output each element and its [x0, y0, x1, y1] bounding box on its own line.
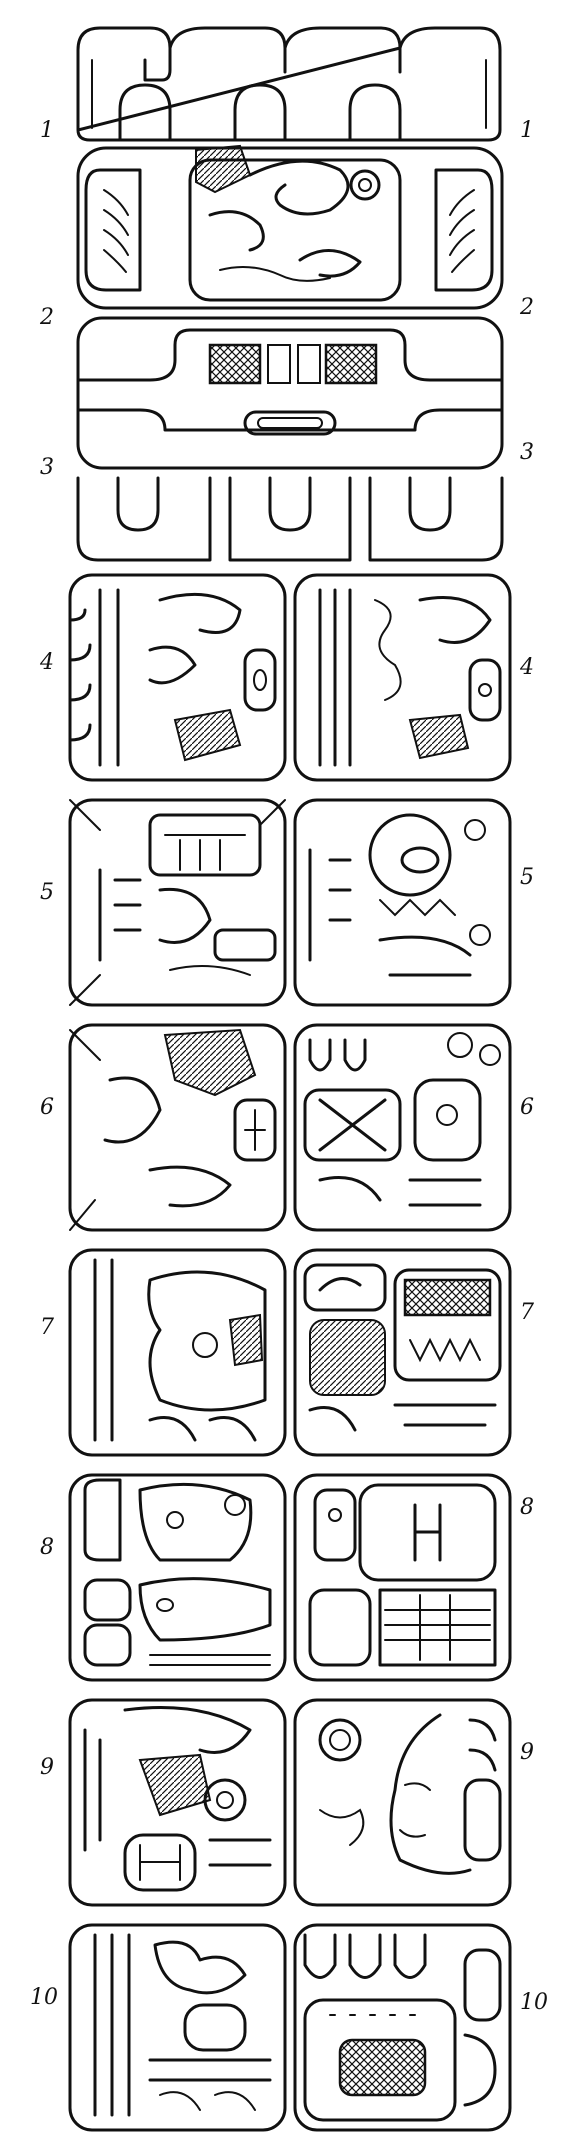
row-label-right-10: 10 [520, 1990, 548, 2015]
row-label-left-6: 6 [40, 1095, 54, 1120]
glyph-row-5 [70, 800, 510, 1005]
row-label-left-10: 10 [30, 1985, 58, 2010]
row-label-left-7: 7 [40, 1315, 54, 1340]
glyph-row-8 [70, 1475, 510, 1680]
row-label-left-2: 2 [40, 305, 54, 330]
bottom-u-band [78, 478, 502, 560]
row-label-right-9: 9 [520, 1740, 534, 1765]
row-label-right-1: 1 [520, 118, 534, 143]
row-label-left-4: 4 [40, 650, 54, 675]
glyph-row-4 [70, 575, 510, 780]
row-label-right-3: 3 [520, 440, 534, 465]
row-label-right-7: 7 [520, 1300, 534, 1325]
row-label-right-5: 5 [520, 865, 534, 890]
glyph-row-7 [70, 1250, 510, 1455]
row-label-left-5: 5 [40, 880, 54, 905]
row-label-right-2: 2 [520, 295, 534, 320]
head-cartouche [78, 148, 502, 308]
row-label-right-4: 4 [520, 655, 534, 680]
row-label-right-6: 6 [520, 1095, 534, 1120]
glyph-row-9 [70, 1700, 510, 1905]
row-label-left-3: 3 [40, 455, 54, 480]
row-label-left-9: 9 [40, 1755, 54, 1780]
row-label-right-8: 8 [520, 1495, 534, 1520]
introductory-glyph [78, 28, 502, 560]
row-label-left-8: 8 [40, 1535, 54, 1560]
glyph-row-6 [70, 1025, 510, 1230]
row-label-left-1: 1 [40, 118, 54, 143]
crossbar-cartouche [78, 318, 502, 468]
glyph-row-10 [70, 1925, 510, 2130]
